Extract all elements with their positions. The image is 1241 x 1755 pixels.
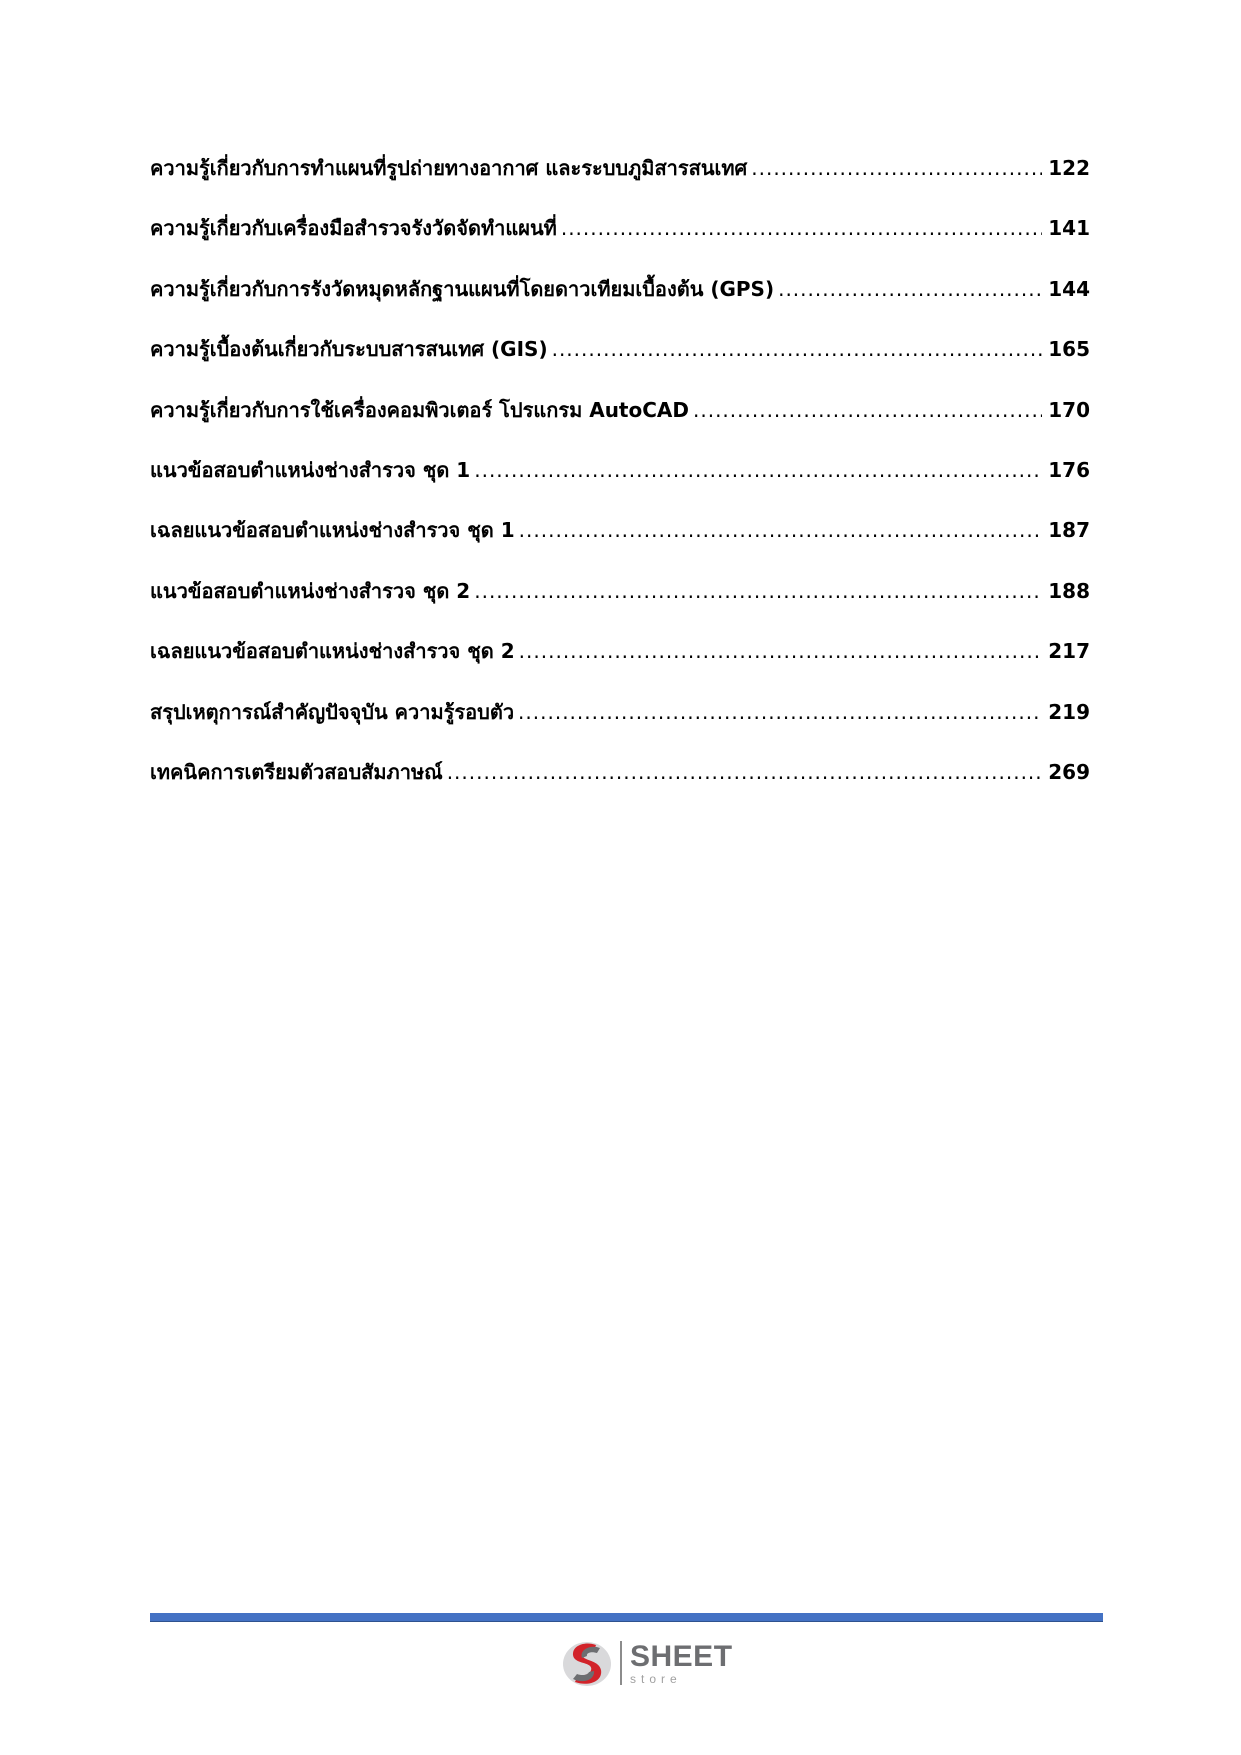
toc-entry-title: สรุปเหตุการณ์สำคัญปัจจุบัน ความรู้รอบตัว xyxy=(150,699,515,724)
toc-dot-leader xyxy=(519,639,1043,663)
toc-entry-page: 219 xyxy=(1048,699,1090,724)
toc-entry-page: 165 xyxy=(1048,337,1090,362)
toc-entry[interactable] xyxy=(150,454,1090,514)
toc-dot-leader xyxy=(693,398,1042,422)
toc-dot-leader xyxy=(474,458,1042,482)
logo-divider xyxy=(620,1641,622,1685)
toc-entry-page: 188 xyxy=(1048,578,1090,603)
toc-dot-leader xyxy=(561,216,1042,240)
toc-entry-page: 141 xyxy=(1048,216,1090,241)
toc-entry[interactable] xyxy=(150,394,1090,454)
table-of-contents xyxy=(150,152,1090,816)
toc-entry-page: 144 xyxy=(1048,276,1090,301)
toc-entry[interactable] xyxy=(150,152,1090,212)
toc-entry-page: 217 xyxy=(1048,639,1090,664)
toc-entry-page: 122 xyxy=(1048,156,1090,180)
toc-entry[interactable] xyxy=(150,212,1090,272)
footer-divider xyxy=(150,1613,1103,1622)
toc-entry[interactable] xyxy=(150,696,1090,756)
toc-entry[interactable] xyxy=(150,575,1090,635)
sheet-store-logo-icon xyxy=(560,1636,614,1690)
toc-dot-leader xyxy=(519,518,1043,542)
toc-entry-title: ความรู้เบื้องต้นเกี่ยวกับระบบสารสนเทศ (GIS) xyxy=(150,337,548,362)
toc-entry-title: เทคนิคการเตรียมตัวสอบสัมภาษณ์ xyxy=(150,759,443,784)
logo-subtitle: store xyxy=(630,1671,682,1686)
toc-entry[interactable] xyxy=(150,333,1090,393)
logo-word: SHEET xyxy=(630,1639,733,1673)
logo-text xyxy=(630,1639,733,1686)
toc-entry-title: เฉลยแนวข้อสอบตำแหน่งช่างสำรวจ ชุด 2 xyxy=(150,639,515,664)
toc-dot-leader xyxy=(518,700,1042,724)
toc-entry-title: แนวข้อสอบตำแหน่งช่างสำรวจ ชุด 1 xyxy=(150,457,471,482)
toc-entry[interactable] xyxy=(150,635,1090,695)
toc-entry-page: 187 xyxy=(1048,518,1090,543)
toc-entry-page: 176 xyxy=(1048,457,1090,482)
toc-entry-title: ความรู้เกี่ยวกับการทำแผนที่รูปถ่ายทางอากาศ และระบบภูมิสารสนเทศ xyxy=(150,156,748,180)
toc-dot-leader xyxy=(552,337,1043,361)
toc-entry-title: แนวข้อสอบตำแหน่งช่างสำรวจ ชุด 2 xyxy=(150,578,471,603)
toc-entry[interactable] xyxy=(150,514,1090,574)
toc-entry-title: เฉลยแนวข้อสอบตำแหน่งช่างสำรวจ ชุด 1 xyxy=(150,518,515,543)
toc-entry-title: ความรู้เกี่ยวกับการใช้เครื่องคอมพิวเตอร์ โปรแกรม AutoCAD xyxy=(150,397,689,422)
toc-entry-title: ความรู้เกี่ยวกับการรังวัดหมุดหลักฐานแผนที่โดยดาวเทียมเบื้องต้น (GPS) xyxy=(150,276,775,301)
toc-dot-leader xyxy=(751,156,1042,180)
toc-dot-leader xyxy=(778,277,1042,301)
toc-entry-title: ความรู้เกี่ยวกับเครื่องมือสำรวจรังวัดจัดทำแผนที่ xyxy=(150,216,557,241)
toc-dot-leader xyxy=(447,760,1043,784)
sheet-store-logo xyxy=(560,1635,733,1691)
toc-entry-page: 170 xyxy=(1048,397,1090,422)
toc-entry-page: 269 xyxy=(1048,759,1090,784)
toc-dot-leader xyxy=(474,579,1042,603)
toc-entry[interactable] xyxy=(150,756,1090,816)
toc-entry[interactable] xyxy=(150,273,1090,333)
